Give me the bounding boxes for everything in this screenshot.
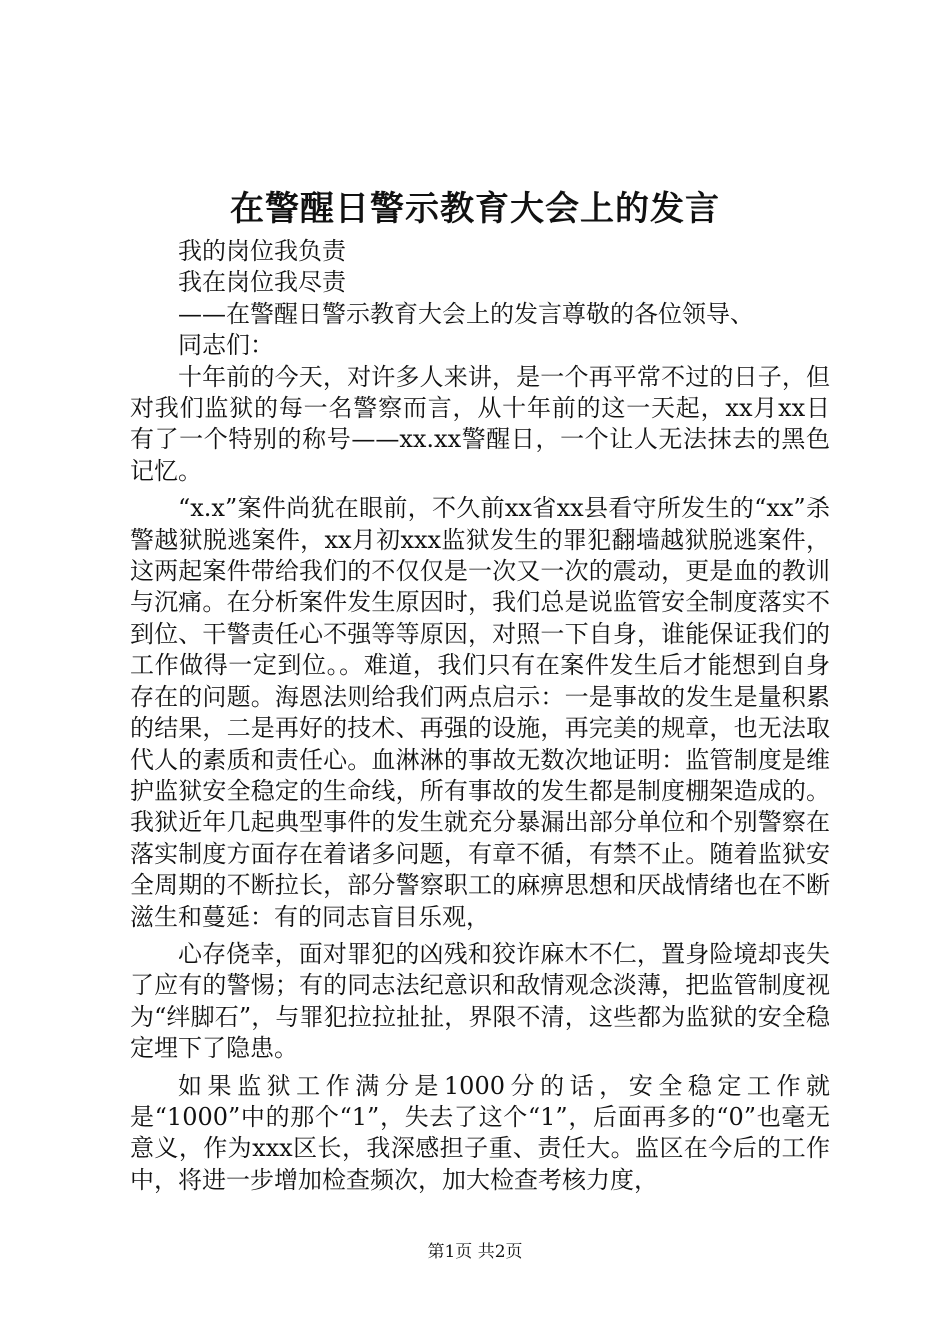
paragraph-subtitle-1: 我的岗位我负责 bbox=[178, 237, 346, 265]
paragraph-salutation: 同志们： bbox=[178, 331, 274, 360]
paragraph-2: “x.x”案件尚犹在眼前，不久前xx省xx县看守所发生的“xx”杀警越狱脱逃案件，xx月初xxx监狱发生的罪犯翻墙越狱脱逃案件，这两起案件带给我们的不仅仅是一次又一次的震动，更是血的教训与沉痛。在分析案件发生原因时，我们总是说监管安全制度落实不到位、干警责任心不强等等原因，对照一下自身，谁能保证我们的工作做得一定到位。。难道，我们只有在案件发生后才能想到自身存在的问题。海恩法则给我们两点启示：一是事故的发生是量积累的结果，二是再好的技术、再强的设施，再完美的规章，也无法取代人的素质和责任心。血淋淋的事故无数次地证明：监管制度是维护监狱安全稳定的生命线，所有事故的发生都是制度棚架造成的。我狱近年几起典型事件的发生就充分暴漏出部分单位和个别警察在落实制度方面存在着诸多问题，有章不循，有禁不止。随着监狱安全周期的不断拉长，部分警察职工的麻痹思想和厌战情绪也在不断滋生和蔓延：有的同志盲目乐观， bbox=[130, 494, 830, 931]
document-body bbox=[130, 236, 830, 1196]
paragraph-subtitle-2: 我在岗位我尽责 bbox=[178, 268, 346, 297]
paragraph-3: 心存侥幸，面对罪犯的凶残和狡诈麻木不仁，置身险境却丧失了应有的警惕；有的同志法纪意识和敌情观念淡薄，把监管制度视为“绊脚石”，与罪犯拉拉扯扯，界限不清，这些都为监狱的安全稳定埋下了隐患。 bbox=[130, 939, 830, 1063]
document-title: 在警醒日警示教育大会上的发言 bbox=[230, 189, 720, 229]
page-number-footer: 第1页 共2页 bbox=[427, 1242, 523, 1262]
paragraph-1: 十年前的今天，对许多人来讲，是一个再平常不过的日子，但对我们监狱的每一名警察而言，从十年前的这一天起，xx月xx日有了一个特别的称号——xx.xx警醒日，一个让人无法抹去的黑色记忆。 bbox=[130, 362, 830, 485]
paragraph-subtitle-3: ——在警醒日警示教育大会上的发言尊敬的各位领导、 bbox=[178, 299, 754, 328]
paragraph-4: 如果监狱工作满分是1000分的话，安全稳定工作就是“1000”中的那个“1”，失去了这个“1”，后面再多的“0”也毫无意义，作为xxx区长，我深感担子重、责任大。监区在今后的工作中，将进一步增加检查频次，加大检查考核力度， bbox=[130, 1071, 830, 1194]
